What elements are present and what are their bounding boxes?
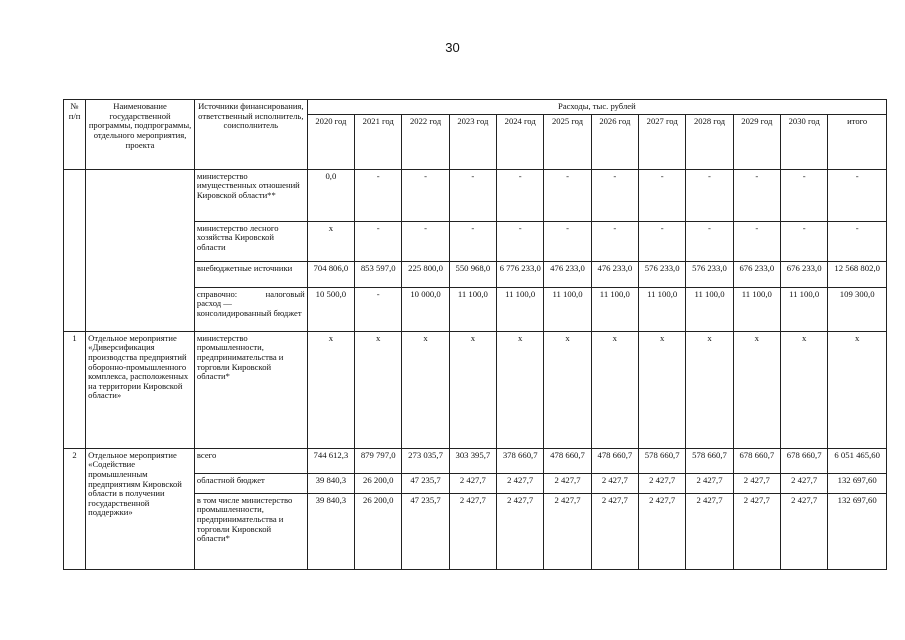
source-cell: в том числе министерство промышленности, предпринимательства и торговли Кировской области*	[194, 493, 307, 569]
year-header: 2023 год	[449, 114, 496, 169]
header-expenses: Расходы, тыс. рублей	[307, 100, 886, 115]
value-cell: 11 100,0	[449, 287, 496, 331]
year-header: 2024 год	[497, 114, 544, 169]
source-cell: областной бюджет	[194, 473, 307, 493]
value-cell: 476 233,0	[544, 261, 591, 287]
value-cell: -	[449, 221, 496, 261]
value-cell: 303 395,7	[449, 448, 496, 473]
source-rest-text: расход — консолидированный бюджет	[196, 298, 302, 318]
table-row	[64, 169, 887, 221]
value-cell: 6 776 233,0	[497, 261, 544, 287]
value-cell: -	[733, 221, 780, 261]
value-cell: 2 427,7	[733, 493, 780, 569]
source-cell: внебюджетные источники	[194, 261, 307, 287]
value-cell: 12 568 802,0	[828, 261, 887, 287]
value-cell: -	[449, 169, 496, 221]
value-cell: 578 660,7	[686, 448, 733, 473]
year-header: 2021 год	[355, 114, 402, 169]
row-name-cell	[86, 169, 195, 331]
value-cell: -	[591, 221, 638, 261]
value-cell: 11 100,0	[639, 287, 686, 331]
value-cell: 11 100,0	[497, 287, 544, 331]
value-cell: 378 660,7	[497, 448, 544, 473]
year-header: 2022 год	[402, 114, 449, 169]
source-left-text: справочно:	[196, 288, 238, 299]
year-header: 2029 год	[733, 114, 780, 169]
value-cell: 853 597,0	[355, 261, 402, 287]
value-cell: 2 427,7	[781, 473, 828, 493]
value-cell: -	[781, 169, 828, 221]
year-header: 2026 год	[591, 114, 638, 169]
value-cell: 10 500,0	[307, 287, 354, 331]
value-cell: х	[591, 331, 638, 448]
value-cell: 47 235,7	[402, 493, 449, 569]
value-cell: 273 035,7	[402, 448, 449, 473]
value-cell: 6 051 465,60	[828, 448, 887, 473]
source-right-text: налоговый	[265, 288, 305, 299]
row-name-cell: Отдельное мероприятие «Диверсификация производства предприятий оборонно-промышленного комплекса, расположенных на территории Кировской области»	[86, 331, 195, 448]
value-cell: -	[544, 169, 591, 221]
value-cell: 132 697,60	[828, 493, 887, 569]
value-cell: х	[639, 331, 686, 448]
value-cell: х	[449, 331, 496, 448]
value-cell: 2 427,7	[544, 493, 591, 569]
value-cell: 26 200,0	[355, 493, 402, 569]
value-cell: 47 235,7	[402, 473, 449, 493]
value-cell: 2 427,7	[686, 473, 733, 493]
year-header: 2020 год	[307, 114, 354, 169]
value-cell: х	[402, 331, 449, 448]
value-cell: 2 427,7	[591, 473, 638, 493]
value-cell: 2 427,7	[639, 473, 686, 493]
source-cell: всего	[194, 448, 307, 473]
year-header: 2028 год	[686, 114, 733, 169]
source-cell: министерство лесного хозяйства Кировской области	[194, 221, 307, 261]
value-cell: 879 797,0	[355, 448, 402, 473]
value-cell: -	[355, 287, 402, 331]
value-cell: -	[733, 169, 780, 221]
value-cell: -	[402, 169, 449, 221]
value-cell: 11 100,0	[544, 287, 591, 331]
value-cell: 2 427,7	[591, 493, 638, 569]
value-cell: 2 427,7	[544, 473, 591, 493]
value-cell: х	[733, 331, 780, 448]
value-cell: 704 806,0	[307, 261, 354, 287]
value-cell: 678 660,7	[781, 448, 828, 473]
value-cell: 744 612,3	[307, 448, 354, 473]
value-cell: 11 100,0	[686, 287, 733, 331]
value-cell: 109 300,0	[828, 287, 887, 331]
value-cell: -	[686, 221, 733, 261]
value-cell: 11 100,0	[781, 287, 828, 331]
value-cell: 2 427,7	[449, 473, 496, 493]
row-name-cell: Отдельное мероприятие «Содействие промышленным предприятиям Кировской области в получении государственной поддержки»	[86, 448, 195, 569]
value-cell: х	[828, 331, 887, 448]
year-header: 2025 год	[544, 114, 591, 169]
header-source: Источники финансирования, ответственный исполнитель, соисполнитель	[194, 100, 307, 170]
value-cell: х	[544, 331, 591, 448]
value-cell: 0,0	[307, 169, 354, 221]
value-cell: х	[355, 331, 402, 448]
table-body	[64, 169, 887, 569]
table-row	[64, 448, 887, 473]
value-cell: 550 968,0	[449, 261, 496, 287]
value-cell: -	[781, 221, 828, 261]
value-cell: 576 233,0	[686, 261, 733, 287]
value-cell: -	[639, 169, 686, 221]
table-row	[64, 331, 887, 448]
value-cell: 225 800,0	[402, 261, 449, 287]
year-header: 2030 год	[781, 114, 828, 169]
value-cell: 2 427,7	[733, 473, 780, 493]
value-cell: 39 840,3	[307, 473, 354, 493]
value-cell: 26 200,0	[355, 473, 402, 493]
row-index-cell: 1	[64, 331, 86, 448]
value-cell: -	[402, 221, 449, 261]
value-cell: 132 697,60	[828, 473, 887, 493]
value-cell: 2 427,7	[497, 473, 544, 493]
value-cell: 676 233,0	[733, 261, 780, 287]
year-header: 2027 год	[639, 114, 686, 169]
source-cell: министерство имущественных отношений Кировской области**	[194, 169, 307, 221]
value-cell: -	[497, 169, 544, 221]
value-cell: -	[355, 169, 402, 221]
value-cell: 578 660,7	[639, 448, 686, 473]
value-cell: 2 427,7	[449, 493, 496, 569]
value-cell: 2 427,7	[781, 493, 828, 569]
value-cell: 678 660,7	[733, 448, 780, 473]
value-cell: 10 000,0	[402, 287, 449, 331]
value-cell: х	[686, 331, 733, 448]
value-cell: 576 233,0	[639, 261, 686, 287]
value-cell: 2 427,7	[639, 493, 686, 569]
value-cell: -	[686, 169, 733, 221]
value-cell: -	[828, 221, 887, 261]
value-cell: -	[591, 169, 638, 221]
value-cell: 11 100,0	[733, 287, 780, 331]
value-cell: 2 427,7	[686, 493, 733, 569]
value-cell: -	[544, 221, 591, 261]
page-number: 30	[445, 40, 460, 55]
budget-table	[63, 99, 887, 570]
row-index-cell: 2	[64, 448, 86, 569]
value-cell: -	[497, 221, 544, 261]
value-cell: х	[497, 331, 544, 448]
value-cell: х	[307, 221, 354, 261]
value-cell: 676 233,0	[781, 261, 828, 287]
value-cell: -	[639, 221, 686, 261]
value-cell: х	[781, 331, 828, 448]
value-cell: 39 840,3	[307, 493, 354, 569]
value-cell: 11 100,0	[591, 287, 638, 331]
year-header: итого	[828, 114, 887, 169]
value-cell: 476 233,0	[591, 261, 638, 287]
value-cell: -	[828, 169, 887, 221]
value-cell: х	[307, 331, 354, 448]
value-cell: 478 660,7	[591, 448, 638, 473]
value-cell: -	[355, 221, 402, 261]
value-cell: 2 427,7	[497, 493, 544, 569]
source-cell	[194, 287, 307, 331]
header-name: Наименование государственной программы, подпрограммы, отдельного мероприятия, проекта	[86, 100, 195, 170]
row-index-cell	[64, 169, 86, 331]
value-cell: 478 660,7	[544, 448, 591, 473]
source-cell: министерство промышленности, предпринимательства и торговли Кировской области*	[194, 331, 307, 448]
header-num: № п/п	[64, 100, 86, 170]
